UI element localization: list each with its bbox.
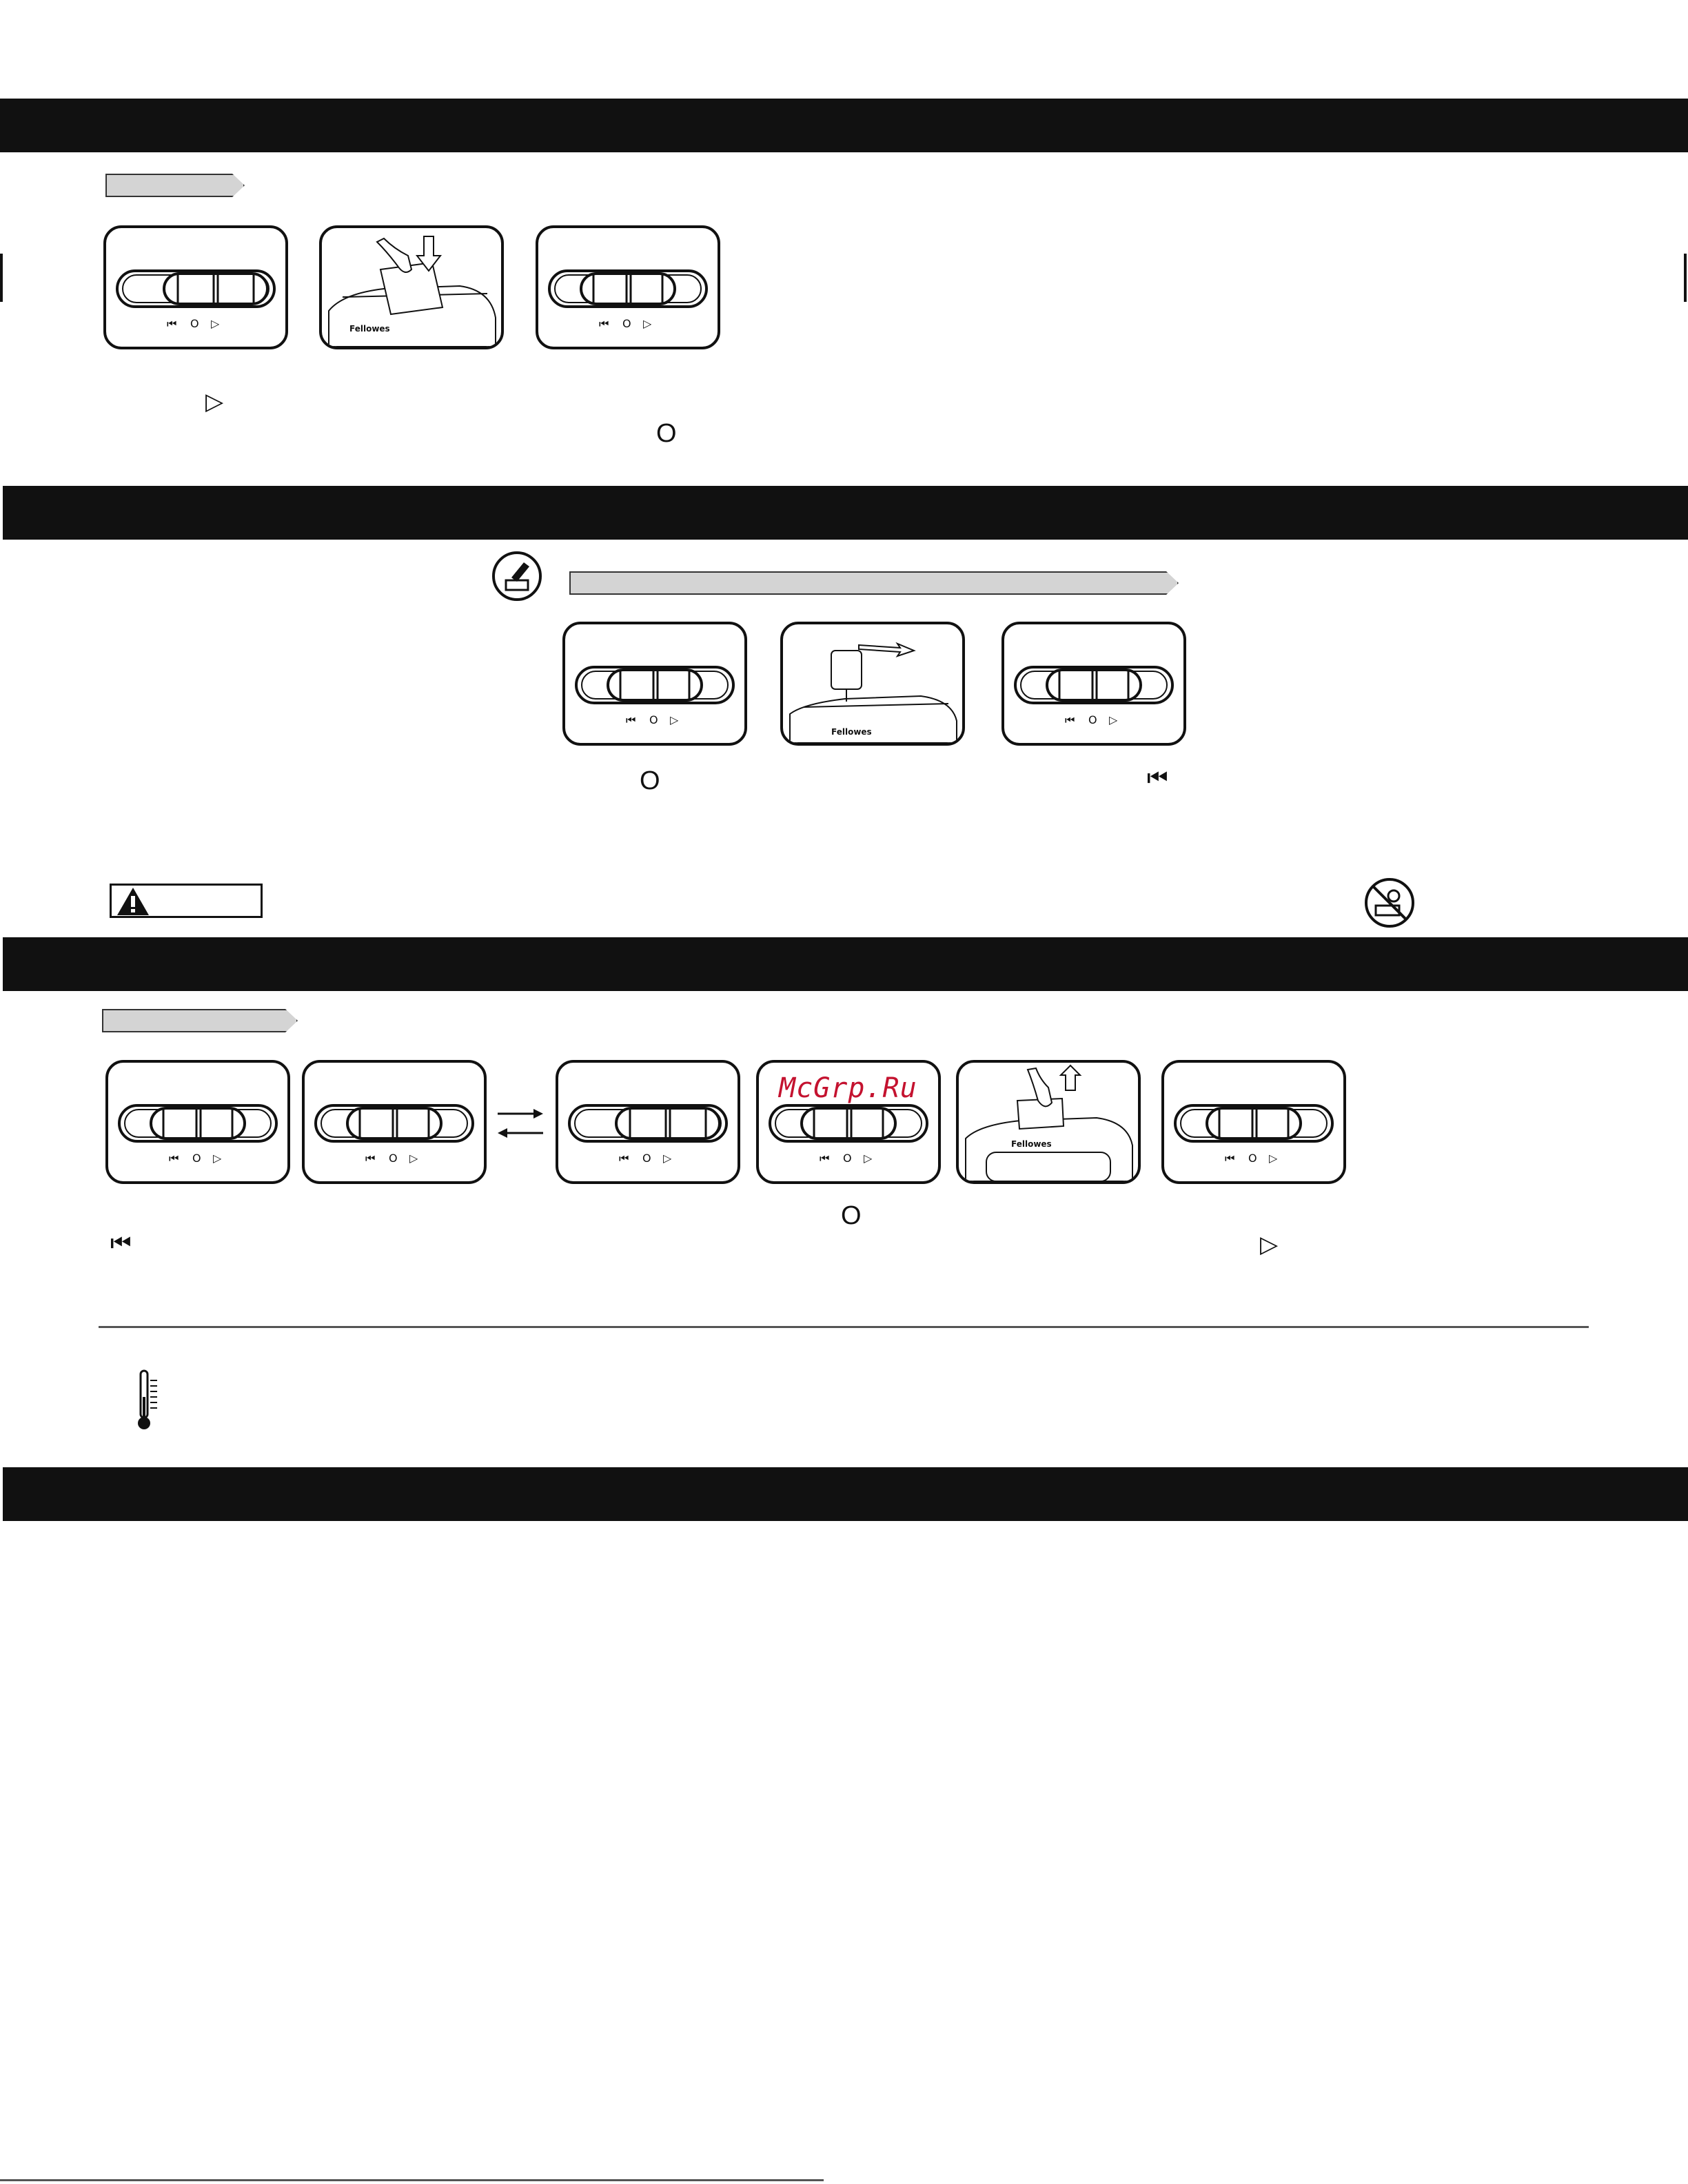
switch-panel-3f	[1161, 1060, 1346, 1184]
warning-triangle-icon	[116, 886, 150, 917]
section-1-step-tag	[105, 174, 245, 197]
svg-text:Fellowes: Fellowes	[1011, 1139, 1052, 1149]
reverse-symbol-text: ⏮	[1147, 765, 1168, 791]
warning-box	[110, 884, 263, 918]
auto-symbol-text: ▷	[205, 389, 224, 415]
left-edge-mark	[0, 254, 3, 302]
off-symbol-text-2: O	[640, 766, 660, 795]
paper-feed-drawing	[322, 228, 501, 347]
off-symbol-text-3: O	[841, 1201, 862, 1230]
right-edge-mark	[1684, 254, 1687, 302]
section-2-step-tag	[569, 571, 1179, 595]
horizontal-rule	[99, 1326, 1589, 1328]
switch-panel-3a	[105, 1060, 290, 1184]
reverse-symbol-text-2: ⏮	[110, 1230, 132, 1256]
switch-panel-3c	[556, 1060, 740, 1184]
switch-panel-3b	[302, 1060, 487, 1184]
auto-symbol-text-2: ▷	[1260, 1232, 1279, 1258]
switch-panel-off	[536, 225, 720, 349]
off-symbol-text: O	[656, 419, 677, 448]
svg-text:Fellowes: Fellowes	[349, 324, 390, 334]
section-3-step-tag	[102, 1009, 298, 1032]
section-4-header-bar	[3, 1467, 1688, 1521]
alternate-arrows	[496, 1103, 545, 1144]
no-aerosol-icon	[1363, 877, 1416, 929]
oil-bottle-icon	[491, 550, 543, 602]
switch-panel-off-2	[562, 622, 747, 746]
oil-application-drawing	[783, 624, 962, 743]
thermometer-icon	[135, 1369, 163, 1431]
switch-panel-auto	[103, 225, 288, 349]
paper-removal-illustration	[956, 1060, 1141, 1184]
watermark-text: McGrp.Ru	[779, 1072, 917, 1104]
oiling-illustration	[780, 622, 965, 746]
svg-text:Fellowes: Fellowes	[831, 727, 872, 737]
section-2-header-bar	[3, 486, 1688, 540]
footer-line	[0, 2179, 824, 2181]
section-3-header-bar	[3, 937, 1688, 991]
shredder-feed-illustration	[319, 225, 504, 349]
section-1-header-bar	[0, 99, 1688, 152]
switch-panel-reverse	[1001, 622, 1186, 746]
paper-removal-drawing	[959, 1063, 1138, 1181]
